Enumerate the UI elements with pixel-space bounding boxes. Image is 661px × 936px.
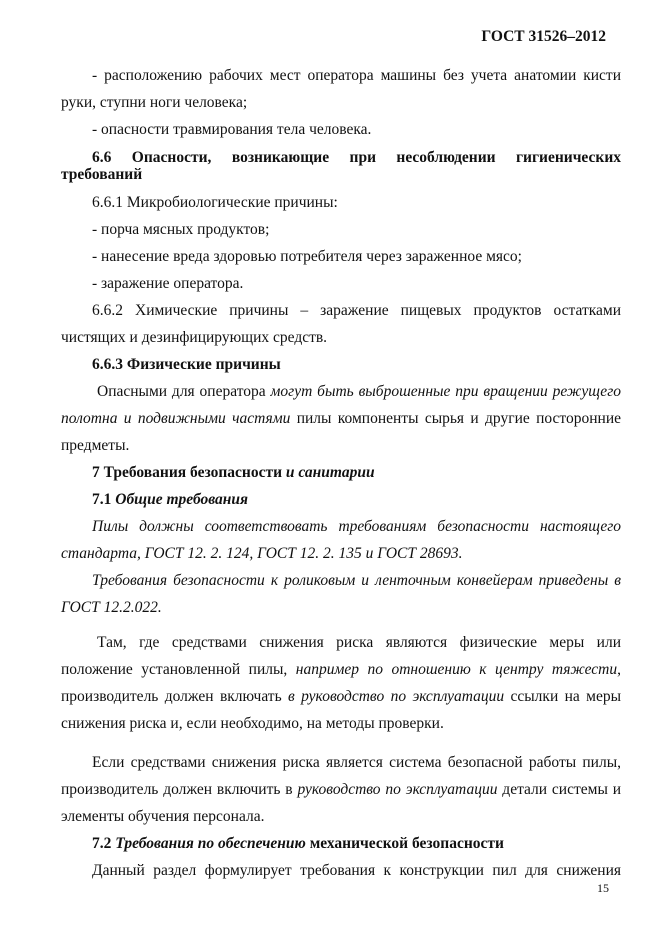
paragraph: Данный раздел формулирует требования к конструкции пил для снижения bbox=[92, 862, 621, 879]
paragraph: 6.6.1 Микробиологические причины: bbox=[92, 194, 338, 211]
paragraph: 6.6.2 Химические причины – заражение пищевых продуктов остатками чистящих и дезинфицирующих средств. bbox=[61, 302, 621, 346]
list-item: - порча мясных продуктов; bbox=[92, 221, 270, 238]
heading-text: механической безопасности bbox=[305, 835, 504, 852]
heading-text: 7 Требования безопасности bbox=[92, 464, 286, 481]
italic-text-run: могут быть выброшенные при вращении режущего полотна и подвижными частями bbox=[61, 383, 621, 427]
list-item: - нанесение вреда здоровью потребителя через зараженное мясо; bbox=[92, 248, 522, 265]
italic-text-run: например по отношению к центру тяжести bbox=[295, 661, 618, 678]
paragraph bbox=[61, 378, 621, 459]
paragraph bbox=[61, 567, 621, 621]
section-heading-7-2 bbox=[61, 830, 621, 857]
paragraph: - расположению рабочих мест оператора машины без учета анатомии кисти руки, ступни ноги человека; bbox=[61, 67, 621, 111]
text-run: ссылки на меры снижения риска и, если необходимо, на методы проверки. bbox=[61, 688, 622, 732]
section-heading-7 bbox=[61, 459, 621, 486]
italic-text-run: в руководство по эксплуатации bbox=[288, 688, 505, 705]
paragraph: - опасности травмирования тела человека. bbox=[92, 121, 372, 138]
italic-text-run: руководство по эксплуатации bbox=[297, 781, 498, 798]
heading-italic-text: Требования по обеспечению bbox=[115, 835, 306, 852]
section-heading-6-6: 6.6 Опасности, возникающие при несоблюдении гигиенических требований bbox=[61, 149, 621, 183]
italic-text-run: Требования безопасности к роликовым и ленточным конвейерам приведены в ГОСТ 12.2.022. bbox=[61, 572, 621, 616]
text-run: пилы компоненты сырья и другие посторонние предметы. bbox=[61, 410, 621, 454]
document-code-header: ГОСТ 31526–2012 bbox=[481, 28, 606, 45]
heading-italic-text: Общие требования bbox=[115, 491, 249, 508]
section-heading-6-6-3: 6.6.3 Физические причины bbox=[92, 356, 281, 373]
paragraph bbox=[61, 749, 621, 830]
heading-italic-text: и санитарии bbox=[285, 464, 375, 481]
text-run: , производитель должен включать bbox=[61, 661, 621, 705]
text-run: Если средствами снижения риска является система безопасной работы пилы, производитель должен включить в bbox=[61, 754, 621, 798]
heading-number: 7.2 bbox=[92, 835, 116, 852]
page-number: 15 bbox=[597, 881, 609, 895]
text-run: Опасными для оператора bbox=[97, 383, 271, 400]
list-item: - заражение оператора. bbox=[92, 275, 244, 292]
text-run: Там, где средствами снижения риска являются физические меры или положение установленной пилы, bbox=[61, 634, 621, 678]
text-run: детали системы и элементы обучения персонала. bbox=[61, 781, 622, 825]
italic-text-run: Пилы должны соответствовать требованиям безопасности настоящего стандарта, ГОСТ 12. 2. 124, ГОСТ 12. 2. 135 и ГОСТ 28693. bbox=[61, 518, 621, 562]
paragraph bbox=[61, 629, 621, 737]
document-body bbox=[61, 62, 621, 884]
section-heading-7-1 bbox=[61, 486, 621, 513]
paragraph bbox=[61, 513, 621, 567]
heading-number: 7.1 bbox=[92, 491, 116, 508]
